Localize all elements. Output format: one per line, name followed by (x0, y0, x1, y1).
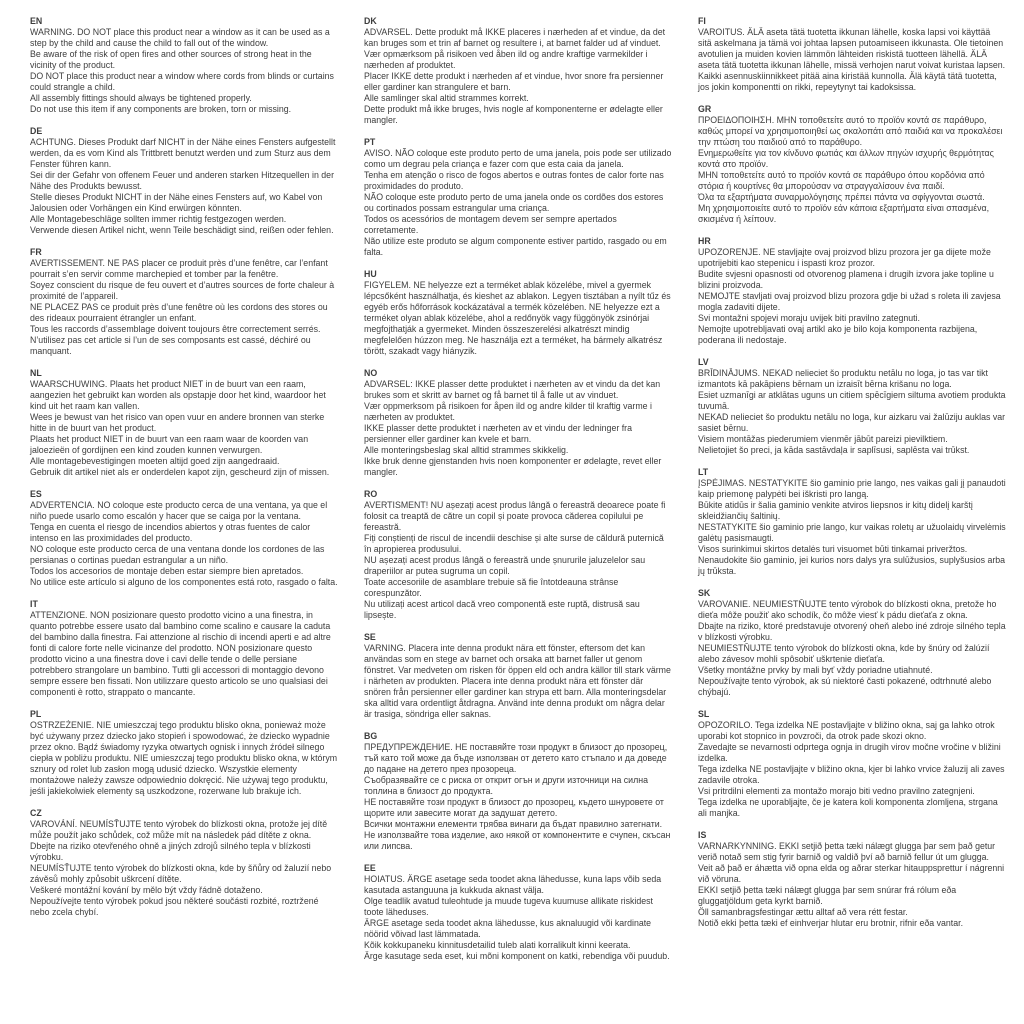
warning-text: Soyez conscient du risque de feu ouvert et d’autres sources de forte chaleur à proximité de l’appareil. (30, 280, 335, 301)
warning-text: Veškeré montážní kování by mělo být vždy řádně dotaženo. (30, 885, 263, 895)
warning-text: Verwende diesen Artikel nicht, wenn Teile beschädigt sind, reißen oder fehlen. (30, 225, 334, 235)
language-code: GR (698, 104, 712, 114)
language-code: NL (30, 368, 42, 378)
language-code: SK (698, 588, 711, 598)
language-code: NO (364, 368, 378, 378)
warning-text: Be aware of the risk of open fires and other sources of strong heat in the vicinity of the product. (30, 49, 312, 70)
language-section-en (30, 16, 338, 115)
language-code: HR (698, 236, 711, 246)
warning-text: Alle montagebevestigingen moeten altijd goed zijn aangedraaid. (30, 456, 280, 466)
warning-text: VARNING. Placera inte denna produkt nära ett fönster, eftersom det kan användas som en stege av barnet och orsaka att barnet faller ut genom fönstret. Var medveten om risken för öppen eld och andra källor till stark värme i närheten av produkten. Placera inte denna produkt nära ett fönster där snören från persienner eller gardiner kan strypa ett barn. Alla monteringsdelar ska alltid vara ordentligt åtdragna. Använd inte denna produkt om några delar är trasiga, söndriga eller saknas. (364, 643, 671, 719)
warning-text: NEMOJTE stavljati ovaj proizvod blizu prozora gdje bi užad s roleta ili zavjesa mogla zadaviti dijete. (698, 291, 1001, 312)
warning-text: ΜΗΝ τοποθετείτε αυτό το προϊόν κοντά σε παράθυρο όπου κορδόνια από στόρια ή κουρτίνες θα μπορούσαν να στραγγαλίσουν ένα παιδί. (698, 170, 985, 191)
warning-text: Todos los accesorios de montaje deben estar siempre bien apretados. (30, 566, 304, 576)
warning-text: Nenaudokite šio gaminio, jei kurios nors dalys yra sulūžusios, suplyšusios arba jų trūksta. (698, 555, 1006, 576)
warning-text: DO NOT place this product near a window where cords from blinds or curtains could strangle a child. (30, 71, 334, 92)
warning-text: Būkite atidūs ir šalia gaminio venkite atviros liepsnos ir kitų didelį karštį skleidžiančių šaltinių. (698, 500, 973, 521)
warning-text: Kõik kokkupaneku kinnitusdetailid tuleb alati korralikult kinni keerata. (364, 940, 631, 950)
warning-text: ATTENZIONE. NON posizionare questo prodotto vicino a una finestra, in quanto potrebbe essere usato dal bambino come scalino e causare la caduta del bambino dalla finestra. Fai attenzione al rischio di incendi aperti e ad altre fonti di calore forte nelle vicinanze del prodotto. NON posizionare questo prodotto vicino a una finestra dove i cavi delle tende o delle persiane potrebbero strangolare un bambino. Tutti gli accessori di montaggio devono sempre essere ben fissati. Non utilizzare questo articolo se uno qualsiasi dei componenti è rotto, strappato o mancante. (30, 610, 331, 697)
warning-text: Todos os acessórios de montagem devem ser sempre apertados corretamente. (364, 214, 617, 235)
language-section-it (30, 599, 338, 698)
warning-text: NESTATYKITE šio gaminio prie lango, kur vaikas roletų ar užuolaidų virvelėmis galėtų pasismaugti. (698, 522, 1006, 543)
language-code: CZ (30, 808, 42, 818)
warning-text: BRĪDINĀJUMS. NEKAD nelieciet šo produktu netālu no loga, jo tas var tikt izmantots kā pakāpiens bērnam un izraisīt bērna krišanu no loga. (698, 368, 988, 389)
warning-text: VAROVANIE. NEUMIESTŇUJTE tento výrobok do blízkosti okna, pretože ho dieťa môže použiť ako schodík, čo môže viesť k pádu dieťaťa z okna. (698, 599, 997, 620)
warning-text: Visiem montāžas piederumiem vienmēr jābūt pareizi pievilktiem. (698, 434, 948, 444)
warning-text: FIGYELEM. NE helyezze ezt a terméket ablak közelébe, mivel a gyermek lépcsőként használhatja, és kieshet az ablakon. Legyen tisztában a nyílt tűz és egyéb erős hőforrások kockázatával a termék közelében. NE helyezze ezt a terméket olyan ablak közelébe, ahol a redőnyök vagy függönyök zsinórjai megfojthatják a gyermeket. Minden összeszerelési alkatrészt mindig megfelelően húzzon meg. Ne használja ezt a terméket, ha bármely alkatrész törött, szakadt vagy hiányzik. (364, 280, 671, 356)
warning-text: Olge teadlik avatud tuleohtude ja muude tugeva kuumuse allikate riskidest toote läheduses. (364, 896, 654, 917)
warning-text: IKKE plasser dette produktet i nærheten av et vindu der ledninger fra persienner eller gardiner kan kvele et barn. (364, 423, 632, 444)
warning-text: ADVERTENCIA. NO coloque este producto cerca de una ventana, ya que el niño puede usarlo como escalón y hacer que se caiga por la ventana. (30, 500, 328, 521)
warning-text: Alle monteringsbeslag skal alltid strammes skikkelig. (364, 445, 569, 455)
warning-text: WARNING. DO NOT place this product near a window as it can be used as a step by the child and cause the child to fall out of the window. (30, 27, 330, 48)
warning-text: ADVARSEL: IKKE plasser dette produktet i nærheten av et vindu da det kan brukes som et skritt av barnet og få barnet til å falle ut av vinduet. (364, 379, 661, 400)
warning-text: NU așezați acest produs lângă o fereastră unde șnururile jaluzelelor sau draperiilor ar putea sugruma un copil. (364, 555, 646, 576)
warning-text: НЕ поставяйте този продукт в близост до прозорец, където шнуровете от щорите или завесите могат да задушат детето. (364, 797, 664, 818)
language-section-se (364, 632, 672, 720)
warning-text: Nu utilizați acest articol dacă vreo componentă este ruptă, distrusă sau lipsește. (364, 599, 640, 620)
language-section-bg (364, 731, 672, 852)
warning-text: Placer IKKE dette produkt i nærheden af et vindue, hvor snore fra persienner eller gardiner kan strangulere et barn. (364, 71, 664, 92)
language-section-no (364, 368, 672, 478)
language-section-hu (364, 269, 672, 357)
language-section-lv (698, 357, 1006, 456)
warning-text: Zavedajte se nevarnosti odprtega ognja in drugih virov močne vročine v bližini izdelka. (698, 742, 1001, 763)
column-middle (364, 16, 672, 973)
warning-text: Visos surinkimui skirtos detalės turi visuomet būti tinkamai priveržtos. (698, 544, 968, 554)
language-code: FR (30, 247, 42, 257)
warning-text: Ikke bruk denne gjenstanden hvis noen komponenter er ødelagte, revet eller mangler. (364, 456, 662, 477)
language-code: ES (30, 489, 42, 499)
warning-text: HOIATUS. ÄRGE asetage seda toodet akna lähedusse, kuna laps võib seda kasutada astanguuna ja kukkuda aknast välja. (364, 874, 662, 895)
warning-text: Notið ekki þetta tæki ef einhverjar hlutar eru brotnir, rifnir eða vantar. (698, 918, 964, 928)
warning-text: Nemojte upotrebljavati ovaj artikl ako je bilo koja komponenta razbijena, poderana ili nedostaje. (698, 324, 978, 345)
language-code: DE (30, 126, 43, 136)
warning-text: Vær opmærksom på risikoen ved åben ild og andre kraftige varmekilder i nærheden af produktet. (364, 49, 648, 70)
warning-text: Όλα τα εξαρτήματα συναρμολόγησης πρέπει πάντα να σφίγγονται σωστά. (698, 192, 985, 202)
warning-text: Svi montažni spojevi moraju uvijek biti pravilno zategnuti. (698, 313, 920, 323)
warning-text: Tenha em atenção o risco de fogos abertos e outras fontes de calor forte nas proximidades do produto. (364, 170, 664, 191)
language-section-ro (364, 489, 672, 621)
language-code: IT (30, 599, 38, 609)
warning-text: UPOZORENJE. NE stavljajte ovaj proizvod blizu prozora jer ga dijete može upotrijebiti kao stepenicu i ispasti kroz prozor. (698, 247, 991, 268)
warning-text: Vær oppmerksom på risikoen for åpen ild og andre kilder til kraftig varme i nærheten av produktet. (364, 401, 652, 422)
warning-text: Do not use this item if any components are broken, torn or missing. (30, 104, 292, 114)
warning-text: Gebruik dit artikel niet als er onderdelen kapot zijn, gescheurd zijn of missen. (30, 467, 330, 477)
warning-text: Esiet uzmanīgi ar atklātas uguns un citiem spēcīgiem siltuma avotiem produkta tuvumā. (698, 390, 1006, 411)
warning-text: ÄRGE asetage seda toodet akna lähedusse, kus aknaluugid või kardinate nöörid võivad last lämmatada. (364, 918, 652, 939)
language-code: PT (364, 137, 376, 147)
warning-text: ĮSPĖJIMAS. NESTATYKITE šio gaminio prie lango, nes vaikas gali jį panaudoti kaip priemonę palypėti bei iškristi pro langą. (698, 478, 1006, 499)
warning-text: No utilice este artículo si alguno de los componentes está roto, rasgado o falta. (30, 577, 338, 587)
warning-text: Всички монтажни елементи трябва винаги да бъдат правилно затегнати. (364, 819, 663, 829)
language-section-dk (364, 16, 672, 126)
language-section-sl (698, 709, 1006, 819)
column-right (698, 16, 1006, 973)
language-code: SL (698, 709, 710, 719)
warning-text: Μη χρησιμοποιείτε αυτό το προϊόν εάν κάποια εξαρτήματα είναι σπασμένα, σκισμένα ή λείπουν. (698, 203, 990, 224)
language-section-de (30, 126, 338, 236)
warning-text: NEKAD nelieciet šo produktu netālu no loga, kur aizkaru vai žalūziju auklas var sasiet bērnu. (698, 412, 1006, 433)
language-section-pl (30, 709, 338, 797)
warning-text: Не използвайте това изделие, ако някой от компонентите е счупен, скъсан или липсва. (364, 830, 671, 851)
language-code: BG (364, 731, 378, 741)
warning-text: Dbejte na riziko otevřeného ohně a jiných zdrojů silného tepla v blízkosti výrobku. (30, 841, 311, 862)
warning-text: Nepoužívejte tento výrobek pokud jsou některé součásti rozbité, roztržené nebo zcela chybí. (30, 896, 319, 917)
language-section-ee (364, 863, 672, 962)
language-section-sk (698, 588, 1006, 698)
warning-text: VARNARKYNNING. EKKI setjið þetta tæki nálægt glugga þar sem það getur verið notað sem stig fyrir barnið og valdið því að barnið fellur út um glugga. (698, 841, 996, 862)
language-section-es (30, 489, 338, 588)
warning-text: Stelle dieses Produkt NICHT in der Nähe eines Fensters auf, wo Kabel von Jalousien oder Vorhängen ein Kind erwürgen könnten. (30, 192, 323, 213)
language-section-fr (30, 247, 338, 357)
warning-text: ACHTUNG. Dieses Produkt darf NICHT in der Nähe eines Fensters aufgestellt werden, da es vom Kind als Trittbrett benutzt werden und zum Sturz aus dem Fenster führen kann. (30, 137, 336, 169)
warning-text: Nelietojiet šo preci, ja kāda sastāvdaļa ir saplīsusi, saplēsta vai trūkst. (698, 445, 970, 455)
warning-text: Wees je bewust van het risico van open vuur en andere bronnen van sterke hitte in de buurt van het product. (30, 412, 325, 433)
warning-text: Não utilize este produto se algum componente estiver partido, rasgado ou em falta. (364, 236, 667, 257)
warning-text: Nepoužívajte tento výrobok, ak sú niektoré časti pokazené, odtrhnuté alebo chýbajú. (698, 676, 992, 697)
warning-text: Alle samlinger skal altid strammes korrekt. (364, 93, 529, 103)
language-code: HU (364, 269, 377, 279)
warning-text: Alle Montagebeschläge sollten immer richtig festgezogen werden. (30, 214, 287, 224)
warning-text: AVISO. NÃO coloque este produto perto de uma janela, pois pode ser utilizado como um degrau pela criança e fazer com que esta caia da janela. (364, 148, 672, 169)
warning-text: Ärge kasutage seda eset, kui mõni komponent on katki, rebendiga või puudub. (364, 951, 670, 961)
warning-text: Tenga en cuenta el riesgo de incendios abiertos y otras fuentes de calor intenso en las proximidades del producto. (30, 522, 311, 543)
warning-text: NÃO coloque este produto perto de uma janela onde os cordões dos estores ou cortinados possam estrangular uma criança. (364, 192, 664, 213)
language-code: DK (364, 16, 377, 26)
language-code: FI (698, 16, 706, 26)
warning-text: Ενημερωθείτε για τον κίνδυνο φωτιάς και άλλων πηγών ισχυρής θερμότητας κοντά στο προϊόν. (698, 148, 994, 169)
language-code: PL (30, 709, 42, 719)
warning-text: All assembly fittings should always be tightened properly. (30, 93, 252, 103)
warning-text: Dette produkt må ikke bruges, hvis nogle af komponenterne er ødelagte eller mangler. (364, 104, 663, 125)
warning-text: OSTRZEŻENIE. NIE umieszczaj tego produktu blisko okna, ponieważ może być używany przez dziecko jako stopień i spowodować, że dziecko wypadnie przez okno. Bądź świadomy ryzyka otwartych ognisk i innych źródeł silnego ciepła w pobliżu produktu. NIE umieszczaj tego produktu blisko okna, w którym sznury od rolet lub zasłon mogą udusić dziecko. Wszystkie elementy montażowe należy zawsze odpowiednio dokręcić. Nie używaj tego produktu, jeśli jakiekolwiek elementy są uszkodzone, rozerwane lub brakuje ich. (30, 720, 338, 796)
warning-text: NEUMIESTŇUJTE tento výrobok do blízkosti okna, kde by šnúry od žalúzií alebo závesov mohli spôsobiť uškrtenie dieťaťa. (698, 643, 990, 664)
warning-text: ПРЕДУПРЕЖДЕНИЕ. НЕ поставяйте този продукт в близост до прозорец, тъй като той може да бъде използван от детето като стъпало и да доведе до падане на детето през прозореца. (364, 742, 668, 774)
warning-text: AVERTISMENT! NU așezați acest produs lângă o fereastră deoarece poate fi folosit ca treaptă de către un copil și poate provoca căderea copilului pe fereastră. (364, 500, 666, 532)
language-code: IS (698, 830, 707, 840)
warning-text: Съобразявайте се с риска от открит огън и други източници на силна топлина в близост до продукта. (364, 775, 648, 796)
language-code: LV (698, 357, 709, 367)
warning-text: Toate accesoriile de asamblare trebuie să fie întotdeauna strânse corespunzător. (364, 577, 619, 598)
language-code: RO (364, 489, 378, 499)
warning-text: NE PLACEZ PAS ce produit près d’une fenêtre où les cordons des stores ou des rideaux pourraient étrangler un enfant. (30, 302, 328, 323)
language-section-gr (698, 104, 1006, 225)
warning-text: Budite svjesni opasnosti od otvorenog plamena i drugih izvora jake topline u blizini proizvoda. (698, 269, 994, 290)
warning-text: NEUMÍSŤUJTE tento výrobek do blízkosti okna, kde by šňůry od žaluzií nebo závěsů mohly způsobit uškrcení dítěte. (30, 863, 332, 884)
warning-text: Öll samanbragsfestingar ættu alltaf að vera rétt festar. (698, 907, 908, 917)
warning-text: NO coloque este producto cerca de una ventana donde los cordones de las persianas o cortinas puedan estrangular a un niño. (30, 544, 325, 565)
warning-text: Tega izdelka ne uporabljajte, če je katera koli komponenta zlomljena, strgana ali manjka. (698, 797, 998, 818)
language-section-is (698, 830, 1006, 929)
column-left (30, 16, 338, 973)
warning-text: Tous les raccords d’assemblage doivent toujours être correctement serrés. (30, 324, 321, 334)
language-code: SE (364, 632, 376, 642)
warning-text: Veit að það er áhætta við opna elda og aðrar sterkar hitauppsprettur í nágrenni við vöruna. (698, 863, 1005, 884)
language-code: LT (698, 467, 709, 477)
warning-text: Dbajte na riziko, ktoré predstavuje otvorený oheň alebo iné zdroje silného tepla v blízkosti výrobku. (698, 621, 1006, 642)
warning-text: EKKI setjið þetta tæki nálægt glugga þar sem snúrar frá rólum eða gluggatjöldum geta kyrkt barnið. (698, 885, 957, 906)
language-code: EN (30, 16, 43, 26)
warning-text: AVERTISSEMENT. NE PAS placer ce produit près d’une fenêtre, car l’enfant pourrait s’en servir comme marchepied et tomber par la fenêtre. (30, 258, 328, 279)
language-section-cz (30, 808, 338, 918)
language-section-hr (698, 236, 1006, 346)
warning-text: WAARSCHUWING. Plaats het product NIET in de buurt van een raam, aangezien het gebruikt kan worden als opstapje door het kind, waardoor het kind uit het raam kan vallen. (30, 379, 326, 411)
warning-text: OPOZORILO. Tega izdelka NE postavljajte v bližino okna, saj ga lahko otrok uporabi kot stopnico in povzroči, da otrok pade skozi okno. (698, 720, 995, 741)
warning-text: ADVARSEL. Dette produkt må IKKE placeres i nærheden af et vindue, da det kan bruges som et trin af barnet og resultere i, at barnet falder ud af vinduet. (364, 27, 666, 48)
warning-text: N’utilisez pas cet article si l’un de ses composants est cassé, déchiré ou manquant. (30, 335, 311, 356)
warning-text: Všetky montážne prvky by mali byť vždy poriadne utiahnuté. (698, 665, 933, 675)
language-section-pt (364, 137, 672, 258)
warning-text: Plaats het product NIET in de buurt van een raam waar de koorden van jaloezieën of gordijnen een kind zouden kunnen verwurgen. (30, 434, 309, 455)
warning-text: VAROVÁNÍ. NEUMÍSŤUJTE tento výrobek do blízkosti okna, protože jej dítě může použít jako schůdek, což může mít na následek pád dítěte z okna. (30, 819, 328, 840)
warning-text: VAROITUS. ÄLÄ aseta tätä tuotetta ikkunan lähelle, koska lapsi voi käyttää sitä askelmana ja tämä voi johtaa lapsen putoamiseen ikkunasta. Ole tietoinen avotulien ja muiden kovien lämmön lähteiden riskistä tuotteen lähellä. ÄLÄ aseta tätä tuotetta ikkunan lähelle, missä verhojen narut voivat kuristaa lapsen. Kaikki asennuskiinnikkeet pitää aina kiristää kunnolla. Älä käytä tätä tuotetta, jos jokin komponentti on rikki, repeytynyt tai kadoksissa. (698, 27, 1006, 92)
warning-text: ΠΡΟΕΙΔΟΠΟΙΗΣΗ. ΜΗΝ τοποθετείτε αυτό το προϊόν κοντά σε παράθυρο, καθώς μπορεί να χρησιμοποιηθεί ως σκαλοπάτι από παιδιά και να προκαλέσει την πτώση του παιδιού από το παράθυρο. (698, 115, 1003, 147)
language-section-fi (698, 16, 1006, 93)
language-code: EE (364, 863, 376, 873)
language-section-nl (30, 368, 338, 478)
language-section-lt (698, 467, 1006, 577)
warning-text: Tega izdelka NE postavljajte v bližino okna, kjer bi lahko vrvice žaluzij ali zaves zadavile otroka. (698, 764, 1005, 785)
warning-text: Fiți conștienți de riscul de incendii deschise și alte surse de căldură puternică în apropierea produsului. (364, 533, 664, 554)
warning-text: Sei dir der Gefahr von offenem Feuer und anderen starken Hitzequellen in der Nähe des Produkts bewusst. (30, 170, 334, 191)
warning-text: Vsi pritrdilni elementi za montažo morajo biti vedno pravilno zategnjeni. (698, 786, 975, 796)
